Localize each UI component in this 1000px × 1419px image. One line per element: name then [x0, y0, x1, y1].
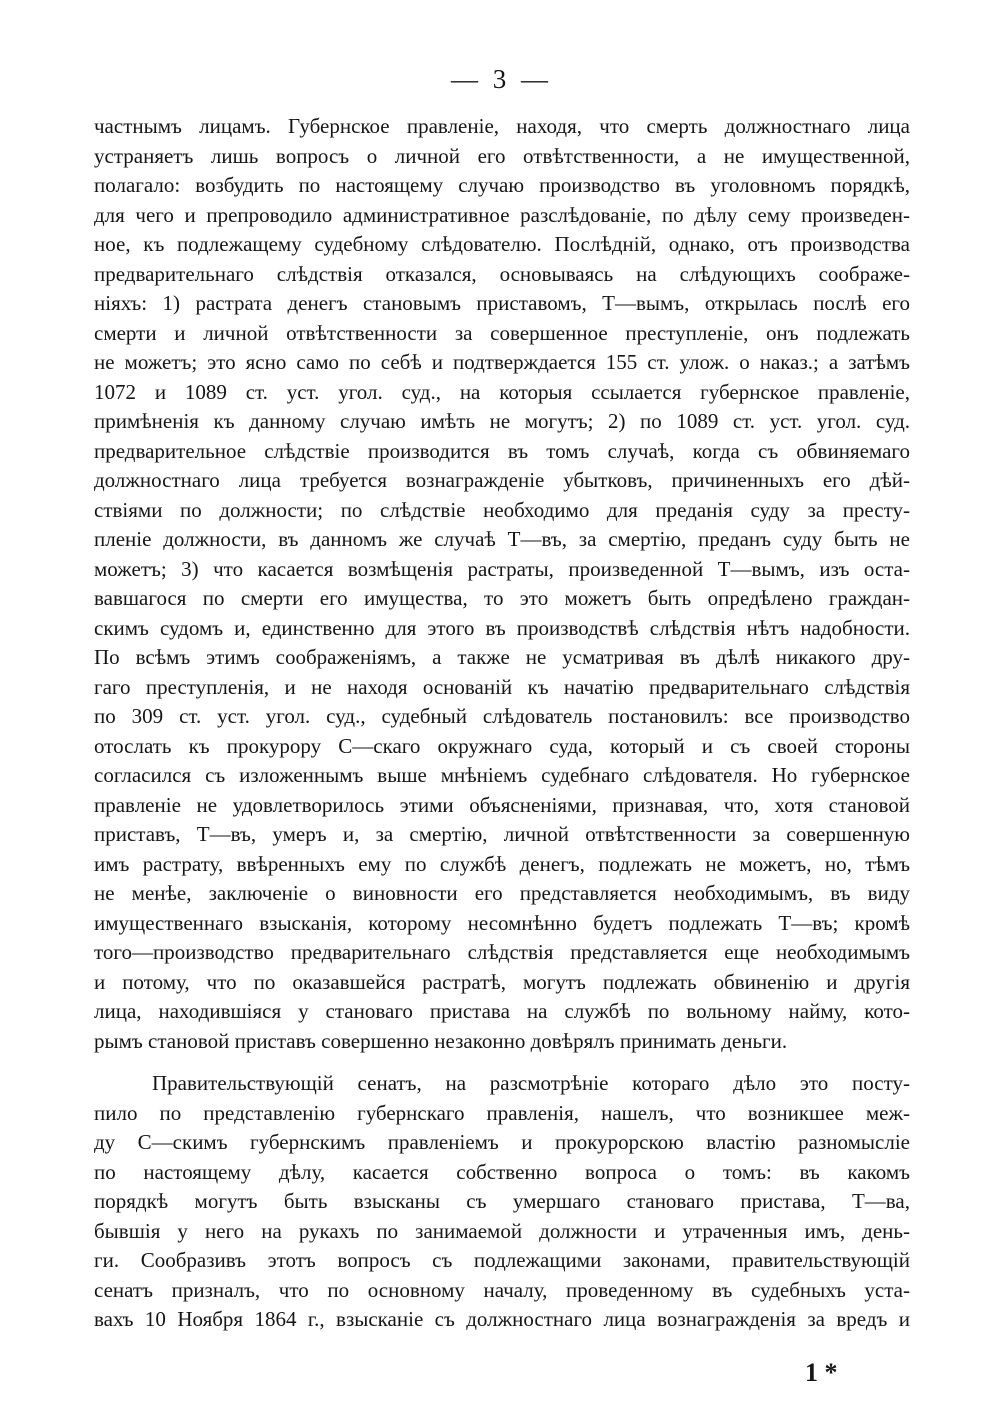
text-line: вахъ 10 Ноября 1864 г., взысканіе съ должностнаго лица вознагражденія за вредъ и: [94, 1307, 910, 1331]
text-line: должностнаго лица требуется вознагражденіе убытковъ, причиненныхъ его дѣй-: [94, 468, 910, 492]
text-line: порядкѣ могутъ быть взысканы съ умершаго становаго пристава, Т—ва,: [94, 1189, 910, 1213]
text-line: и потому, что по оказавшейся растратѣ, могутъ подлежать обвиненію и другія: [94, 969, 910, 994]
text-line: Правительствующій сенатъ, на разсмотрѣніе котораго дѣло это посту-: [152, 1071, 910, 1095]
text-line: смерти и личной отвѣтственности за совершенное преступленіе, онъ подлежать: [94, 320, 910, 345]
text-line: лица, находившіяся у становаго пристава на службѣ по вольному найму, кото-: [94, 999, 910, 1023]
page-number: 3: [492, 64, 508, 94]
text-line: предварительнаго слѣдствія отказался, основываясь на слѣдующихъ соображе-: [94, 261, 910, 286]
text-line: отослать къ прокурору С—скаго окружнаго суда, который и съ своей стороны: [94, 733, 910, 758]
paragraph-2: [94, 1069, 910, 1335]
text-line: правленіе не удовлетворилось этими объясненіями, признавая, что, хотя становой: [94, 792, 910, 817]
text-line: рымъ становой приставъ совершенно незаконно довѣрялъ принимать деньги.: [94, 1028, 788, 1053]
text-line: устраняетъ лишь вопросъ о личной его отвѣтственности, а не имущественной,: [94, 143, 910, 168]
text-line: по настоящему дѣлу, касается собственно вопроса о томъ: въ какомъ: [94, 1159, 910, 1184]
text-line: не можетъ; это ясно само по себѣ и подтверждается 155 ст. улож. о наказ.; а затѣмъ: [94, 350, 910, 374]
text-line: примѣненія къ данному случаю имѣть не могутъ; 2) по 1089 ст. уст. угол. суд.: [94, 409, 910, 433]
text-line: ги. Сообразивъ этотъ вопросъ съ подлежащими законами, правительствующій: [94, 1248, 910, 1272]
text-line: 1072 и 1089 ст. уст. угол. суд., на которыя ссылается губернское правленіе,: [94, 379, 910, 404]
text-line: имъ растрату, ввѣренныхъ ему по службѣ денегъ, подлежать не можетъ, но, тѣмъ: [94, 851, 910, 876]
text-line: не менѣе, заключеніе о виновности его представляется необходимымъ, въ виду: [94, 881, 910, 905]
text-line: приставъ, Т—въ, умеръ и, за смертію, личной отвѣтственности за совершенную: [94, 822, 910, 846]
text-line: того—производство предварительнаго слѣдствія представляется еще необходимымъ: [94, 940, 910, 964]
text-line: предварительное слѣдствіе производится въ томъ случаѣ, когда съ обвиняемаго: [94, 438, 910, 463]
text-line: можетъ; 3) что касается возмѣщенія растраты, произведенной Т—вымъ, изъ оста-: [94, 556, 910, 581]
text-line: частнымъ лицамъ. Губернское правленіе, находя, что смерть должностнаго лица: [94, 114, 910, 138]
text-line: пленіе должности, въ данномъ же случаѣ Т—въ, за смертію, преданъ суду быть не: [94, 527, 910, 551]
paragraph-1: [94, 112, 910, 1056]
text-line: скимъ судомъ и, единственно для этого въ производствѣ слѣдствія нѣтъ надобности.: [94, 615, 910, 640]
text-line: полагало: возбудить по настоящему случаю производство въ уголовномъ порядкѣ,: [94, 173, 910, 197]
text-line: По всѣмъ этимъ соображеніямъ, а также не усматривая въ дѣлѣ никакого дру-: [94, 645, 910, 669]
text-line: бывшія у него на рукахъ по занимаемой должности и утраченныя имъ, день-: [94, 1218, 910, 1243]
text-line: вавшагося по смерти его имущества, то это можетъ быть опредѣлено граждан-: [94, 586, 910, 610]
dash-left: —: [451, 64, 479, 94]
text-line: ніяхъ: 1) растрата денегъ становымъ приставомъ, Т—вымъ, открылась послѣ его: [94, 291, 910, 315]
text-line: по 309 ст. уст. угол. суд., судебный слѣдователь постановилъ: все производство: [94, 704, 910, 728]
text-line: ду С—скимъ губернскимъ правленіемъ и прокурорскою властію разномысліе: [94, 1130, 910, 1154]
dash-right: —: [521, 64, 549, 94]
text-line: имущественнаго взысканія, которому несомнѣнно будетъ подлежать Т—въ; кромѣ: [94, 910, 910, 935]
text-line: гаго преступленія, и не находя основаній къ начатію предварительнаго слѣдствія: [94, 674, 910, 699]
text-line: пило по представленію губернскаго правленія, нашелъ, что возникшее меж-: [94, 1100, 910, 1125]
text-line: ное, къ подлежащему судебному слѣдователю. Послѣдній, однако, отъ производства: [94, 232, 910, 256]
text-line: ствіями по должности; по слѣдствіе необходимо для преданія суду за престу-: [94, 497, 910, 522]
page-number-header: [0, 64, 1000, 95]
text-line: сенатъ призналъ, что по основному началу, проведенному въ судебныхъ уста-: [94, 1277, 910, 1302]
signature-mark: 1 *: [805, 1358, 838, 1387]
text-line: для чего и препроводило административное разслѣдованіе, по дѣлу сему произведен-: [94, 202, 910, 227]
text-line: согласился съ изложеннымъ выше мнѣніемъ судебнаго слѣдователя. Но губернское: [94, 763, 910, 787]
